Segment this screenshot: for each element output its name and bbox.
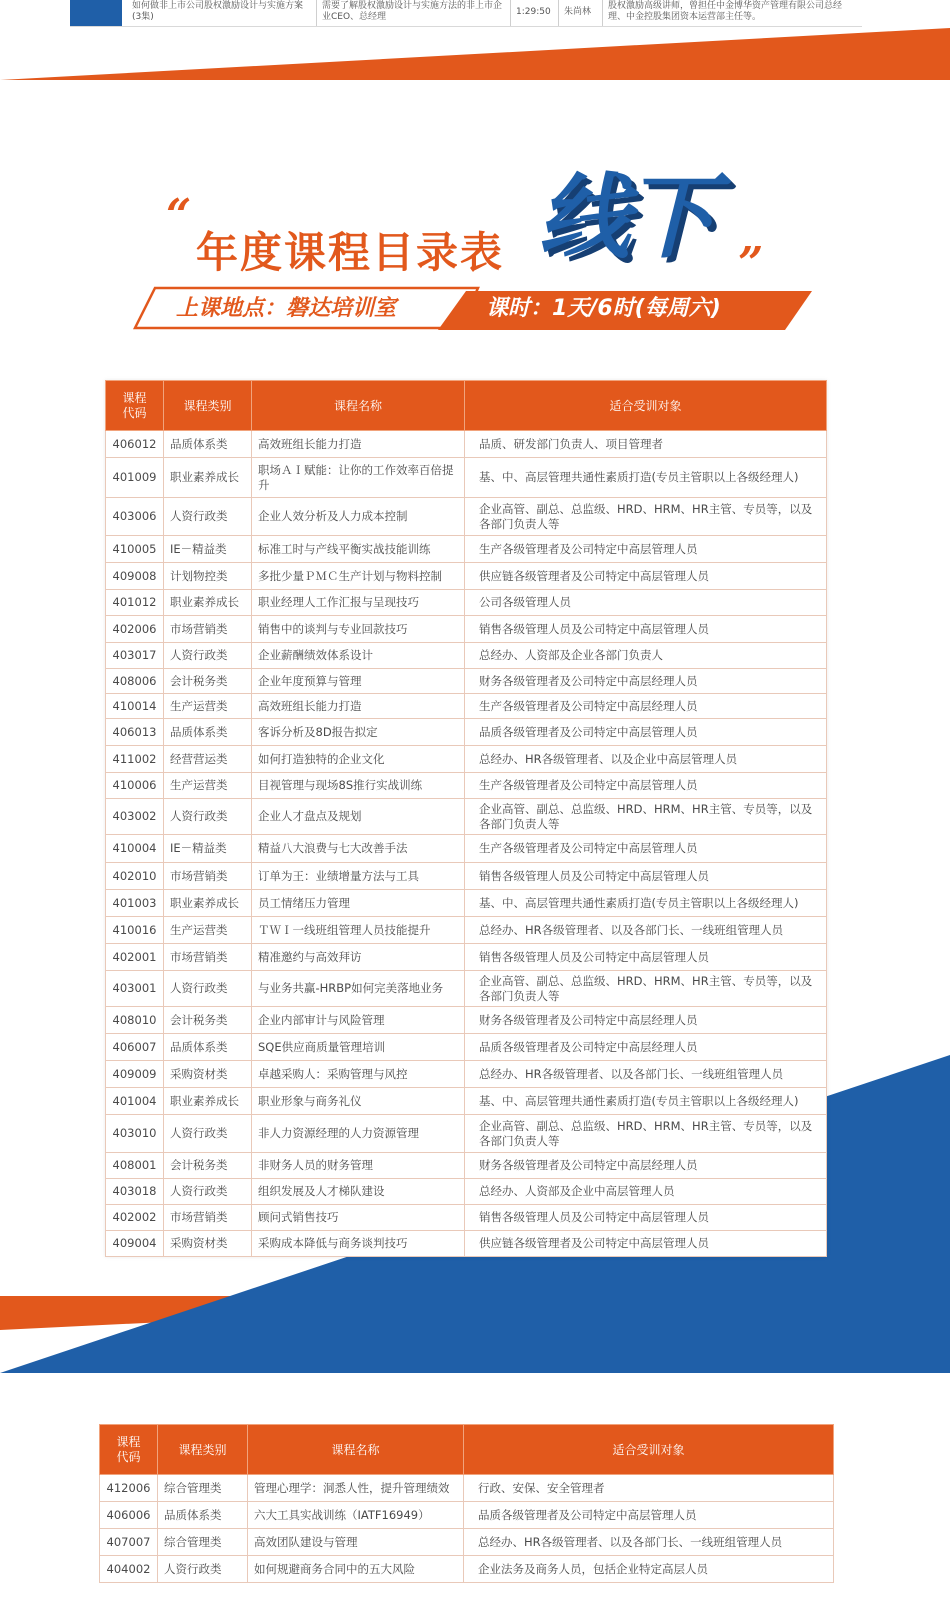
course-code: 403002 xyxy=(106,799,164,835)
course-category: 人资行政类 xyxy=(164,498,252,536)
course-audience: 生产各级管理者及公司特定中高层管理人员 xyxy=(465,835,827,863)
course-audience: 品质、研发部门负责人、项目管理者 xyxy=(465,431,827,458)
course-audience: 行政、安保、安全管理者 xyxy=(464,1475,834,1502)
course-code: 403018 xyxy=(106,1179,164,1205)
table-row xyxy=(106,1088,827,1115)
course-name: 销售中的谈判与专业回款技巧 xyxy=(252,616,465,643)
course-name: 非人力资源经理的人力资源管理 xyxy=(252,1115,465,1153)
course-code: 402010 xyxy=(106,863,164,890)
header-course-name: 课程名称 xyxy=(252,381,465,431)
course-code: 411002 xyxy=(106,746,164,773)
course-audience: 品质各级管理者及公司特定中高层经理人员 xyxy=(465,1034,827,1061)
course-name: 采购成本降低与商务谈判技巧 xyxy=(252,1231,465,1257)
previous-table-tail xyxy=(70,0,862,27)
course-category: 职业素养成长 xyxy=(164,590,252,616)
table-row xyxy=(106,1179,827,1205)
tail-course: 如何做非上市公司股权激励设计与实施方案(3集) xyxy=(132,1,304,22)
course-audience: 企业高管、副总、总监级、HRD、HRM、HR主管、专员等，以及各部门负责人等 xyxy=(465,498,827,536)
course-category: 品质体系类 xyxy=(158,1502,248,1529)
tail-lecturer: 朱尚林 xyxy=(564,7,592,17)
course-name: 客诉分析及8D报告拟定 xyxy=(252,719,465,746)
course-name: 员工情绪压力管理 xyxy=(252,890,465,917)
course-code: 406013 xyxy=(106,719,164,746)
class-location: 上课地点：磐达培训室 xyxy=(176,296,397,321)
course-category: 人资行政类 xyxy=(164,971,252,1007)
header-audience: 适合受训对象 xyxy=(464,1425,834,1475)
course-audience: 企业高管、副总、总监级、HRD、HRM、HR主管、专员等，以及各部门负责人等 xyxy=(465,1115,827,1153)
header-code: 课程代码 xyxy=(100,1425,158,1475)
course-code: 403017 xyxy=(106,643,164,669)
course-code: 410014 xyxy=(106,694,164,719)
course-audience: 总经办、HR各级管理者、以及企业中高层管理人员 xyxy=(465,746,827,773)
course-audience: 企业高管、副总、总监级、HRD、HRM、HR主管、专员等，以及各部门负责人等 xyxy=(465,799,827,835)
course-name: 组织发展及人才梯队建设 xyxy=(252,1179,465,1205)
course-code: 401009 xyxy=(106,458,164,498)
course-code: 406007 xyxy=(106,1034,164,1061)
course-name: 职业形象与商务礼仪 xyxy=(252,1088,465,1115)
course-category: 市场营销类 xyxy=(164,1205,252,1231)
table-row xyxy=(106,1231,827,1257)
course-audience: 生产各级管理者及公司特定中高层经理人员 xyxy=(465,694,827,719)
course-name: 精益八大浪费与七大改善手法 xyxy=(252,835,465,863)
course-code: 409008 xyxy=(106,563,164,590)
course-code: 410005 xyxy=(106,536,164,563)
course-audience: 基、中、高层管理共通性素质打造(专员主管职以上各级经理人) xyxy=(465,1088,827,1115)
course-category: 品质体系类 xyxy=(164,431,252,458)
header-audience: 适合受训对象 xyxy=(465,381,827,431)
course-code: 406012 xyxy=(106,431,164,458)
course-name: 卓越采购人：采购管理与风控 xyxy=(252,1061,465,1088)
course-name: 顾问式销售技巧 xyxy=(252,1205,465,1231)
course-audience: 基、中、高层管理共通性素质打造(专员主管职以上各级经理人) xyxy=(465,890,827,917)
course-category: 生产运营类 xyxy=(164,694,252,719)
course-audience: 总经办、人资部及企业各部门负责人 xyxy=(465,643,827,669)
course-code: 412006 xyxy=(100,1475,158,1502)
tail-intro: 股权激励高级讲师，曾担任中金博华资产管理有限公司总经理、中金控股集团资本运营部主任等。 xyxy=(608,1,843,22)
table-row xyxy=(106,431,827,458)
course-code: 408001 xyxy=(106,1153,164,1179)
header-code: 课程代码 xyxy=(106,381,164,431)
table-row xyxy=(106,944,827,971)
course-name: 企业人才盘点及规划 xyxy=(252,799,465,835)
course-code: 403010 xyxy=(106,1115,164,1153)
course-audience: 财务各级管理者及公司特定中高层经理人员 xyxy=(465,1007,827,1034)
course-category: 市场营销类 xyxy=(164,616,252,643)
course-audience: 销售各级管理人员及公司特定中高层管理人员 xyxy=(465,1205,827,1231)
course-category: 职业素养成长 xyxy=(164,458,252,498)
course-audience: 品质各级管理者及公司特定中高层管理人员 xyxy=(464,1502,834,1529)
course-table xyxy=(105,380,827,1257)
table-row xyxy=(106,719,827,746)
table-header-row xyxy=(100,1425,834,1475)
course-name: 如何规避商务合同中的五大风险 xyxy=(248,1556,464,1583)
course-category: 采购资材类 xyxy=(164,1061,252,1088)
table-row xyxy=(100,1529,834,1556)
course-category: 品质体系类 xyxy=(164,1034,252,1061)
course-name: 企业薪酬绩效体系设计 xyxy=(252,643,465,669)
course-code: 406006 xyxy=(100,1502,158,1529)
course-code: 402006 xyxy=(106,616,164,643)
course-audience: 生产各级管理者及公司特定中高层管理人员 xyxy=(465,536,827,563)
course-audience: 供应链各级管理者及公司特定中高层管理人员 xyxy=(465,563,827,590)
course-code: 410004 xyxy=(106,835,164,863)
course-code: 403006 xyxy=(106,498,164,536)
course-code: 407007 xyxy=(100,1529,158,1556)
course-name: 企业内部审计与风险管理 xyxy=(252,1007,465,1034)
course-code: 408010 xyxy=(106,1007,164,1034)
table-row xyxy=(106,694,827,719)
course-name: 多批少量ＰＭＣ生产计划与物料控制 xyxy=(252,563,465,590)
course-category: 人资行政类 xyxy=(164,643,252,669)
header-category: 课程类别 xyxy=(164,381,252,431)
course-category: 会计税务类 xyxy=(164,669,252,694)
course-category: 采购资材类 xyxy=(164,1231,252,1257)
course-name: 精准邀约与高效拜访 xyxy=(252,944,465,971)
course-audience: 品质各级管理者及公司特定中高层管理人员 xyxy=(465,719,827,746)
course-name: 企业年度预算与管理 xyxy=(252,669,465,694)
course-name: 订单为王：业绩增量方法与工具 xyxy=(252,863,465,890)
course-category: 人资行政类 xyxy=(158,1556,248,1583)
table-row xyxy=(106,863,827,890)
tail-duration: 1:29:50 xyxy=(516,7,551,17)
course-category: 计划物控类 xyxy=(164,563,252,590)
table-row xyxy=(106,643,827,669)
course-code: 401012 xyxy=(106,590,164,616)
course-audience: 销售各级管理人员及公司特定中高层管理人员 xyxy=(465,863,827,890)
table-row xyxy=(106,616,827,643)
course-category: 综合管理类 xyxy=(158,1475,248,1502)
course-code: 409009 xyxy=(106,1061,164,1088)
course-audience: 基、中、高层管理共通性素质打造(专员主管职以上各级经理人) xyxy=(465,458,827,498)
course-audience: 总经办、HR各级管理者、以及各部门长、一线班组管理人员 xyxy=(465,917,827,944)
table-row xyxy=(106,1205,827,1231)
course-audience: 供应链各级管理者及公司特定中高层管理人员 xyxy=(465,1231,827,1257)
course-category: 市场营销类 xyxy=(164,944,252,971)
table-row xyxy=(106,1061,827,1088)
tail-audience: 需要了解股权激励设计与实施方法的非上市企业CEO、总经理 xyxy=(322,1,503,22)
course-name: 与业务共赢-HRBP如何完美落地业务 xyxy=(252,971,465,1007)
table-row xyxy=(106,917,827,944)
course-name: 管理心理学：洞悉人性，提升管理绩效 xyxy=(248,1475,464,1502)
page-title: 年度课程目录表 xyxy=(196,228,505,277)
course-category: 人资行政类 xyxy=(164,799,252,835)
course-code: 401004 xyxy=(106,1088,164,1115)
course-code: 402002 xyxy=(106,1205,164,1231)
course-code: 404002 xyxy=(100,1556,158,1583)
table-row xyxy=(106,1034,827,1061)
course-category: 市场营销类 xyxy=(164,863,252,890)
course-name: ＴＷＩ一线班组管理人员技能提升 xyxy=(252,917,465,944)
course-name: 高效班组长能力打造 xyxy=(252,431,465,458)
close-quote: ” xyxy=(738,238,764,289)
course-code: 402001 xyxy=(106,944,164,971)
course-category: 会计税务类 xyxy=(164,1153,252,1179)
course-audience: 财务各级管理者及公司特定中高层经理人员 xyxy=(465,1153,827,1179)
course-category: 职业素养成长 xyxy=(164,1088,252,1115)
top-orange-band xyxy=(0,28,950,80)
course-category: 生产运营类 xyxy=(164,917,252,944)
course-audience: 公司各级管理人员 xyxy=(465,590,827,616)
course-code: 410006 xyxy=(106,773,164,799)
course-name: 标准工时与产线平衡实战技能训练 xyxy=(252,536,465,563)
table-row xyxy=(100,1475,834,1502)
header-category: 课程类别 xyxy=(158,1425,248,1475)
course-code: 410016 xyxy=(106,917,164,944)
table-row xyxy=(106,590,827,616)
course-audience: 总经办、HR各级管理者、以及各部门长、一线班组管理人员 xyxy=(465,1061,827,1088)
course-audience: 总经办、人资部及企业中高层管理人员 xyxy=(465,1179,827,1205)
course-name: 职业经理人工作汇报与呈现技巧 xyxy=(252,590,465,616)
course-name: 职场ＡＩ赋能：让你的工作效率百倍提升 xyxy=(252,458,465,498)
table-row xyxy=(106,498,827,536)
course-category: 会计税务类 xyxy=(164,1007,252,1034)
course-audience: 生产各级管理者及公司特定中高层管理人员 xyxy=(465,773,827,799)
table-header-row xyxy=(106,381,827,431)
course-name: 高效团队建设与管理 xyxy=(248,1529,464,1556)
open-quote: “ xyxy=(166,190,192,241)
offline-highlight: 线下 xyxy=(538,164,711,271)
table-row xyxy=(106,458,827,498)
course-code: 408006 xyxy=(106,669,164,694)
course-category: 职业素养成长 xyxy=(164,890,252,917)
tail-blue-block xyxy=(70,0,122,26)
table-row xyxy=(106,746,827,773)
course-category: 人资行政类 xyxy=(164,1115,252,1153)
table-row xyxy=(106,890,827,917)
course-audience: 销售各级管理人员及公司特定中高层管理人员 xyxy=(465,616,827,643)
course-table-2 xyxy=(99,1424,834,1583)
class-hours: 课时：1天/6时(每周六) xyxy=(486,296,721,321)
course-code: 403001 xyxy=(106,971,164,1007)
table-row xyxy=(100,1556,834,1583)
course-category: 人资行政类 xyxy=(164,1179,252,1205)
course-name: 目视管理与现场8S推行实战训练 xyxy=(252,773,465,799)
course-audience: 财务各级管理者及公司特定中高层经理人员 xyxy=(465,669,827,694)
course-name: 企业人效分析及人力成本控制 xyxy=(252,498,465,536)
table-row xyxy=(100,1502,834,1529)
course-name: SQE供应商质量管理培训 xyxy=(252,1034,465,1061)
header-course-name: 课程名称 xyxy=(248,1425,464,1475)
table-row xyxy=(106,799,827,835)
table-row xyxy=(106,1153,827,1179)
table-row xyxy=(106,1115,827,1153)
course-audience: 企业法务及商务人员，包括企业特定高层人员 xyxy=(464,1556,834,1583)
course-category: IE－精益类 xyxy=(164,835,252,863)
course-name: 高效班组长能力打造 xyxy=(252,694,465,719)
course-audience: 销售各级管理人员及公司特定中高层管理人员 xyxy=(465,944,827,971)
course-audience: 总经办、HR各级管理者、以及各部门长、一线班组管理人员 xyxy=(464,1529,834,1556)
table-row xyxy=(106,1007,827,1034)
table-row xyxy=(106,971,827,1007)
course-code: 401003 xyxy=(106,890,164,917)
course-name: 非财务人员的财务管理 xyxy=(252,1153,465,1179)
table-row xyxy=(106,536,827,563)
course-category: 经营营运类 xyxy=(164,746,252,773)
course-name: 如何打造独特的企业文化 xyxy=(252,746,465,773)
course-category: 生产运营类 xyxy=(164,773,252,799)
table-row xyxy=(106,563,827,590)
course-category: 综合管理类 xyxy=(158,1529,248,1556)
table-row xyxy=(106,835,827,863)
course-category: 品质体系类 xyxy=(164,719,252,746)
table-row xyxy=(106,773,827,799)
course-code: 409004 xyxy=(106,1231,164,1257)
course-category: IE－精益类 xyxy=(164,536,252,563)
table-row xyxy=(106,669,827,694)
course-name: 六大工具实战训练（IATF16949） xyxy=(248,1502,464,1529)
course-audience: 企业高管、副总、总监级、HRD、HRM、HR主管、专员等，以及各部门负责人等 xyxy=(465,971,827,1007)
